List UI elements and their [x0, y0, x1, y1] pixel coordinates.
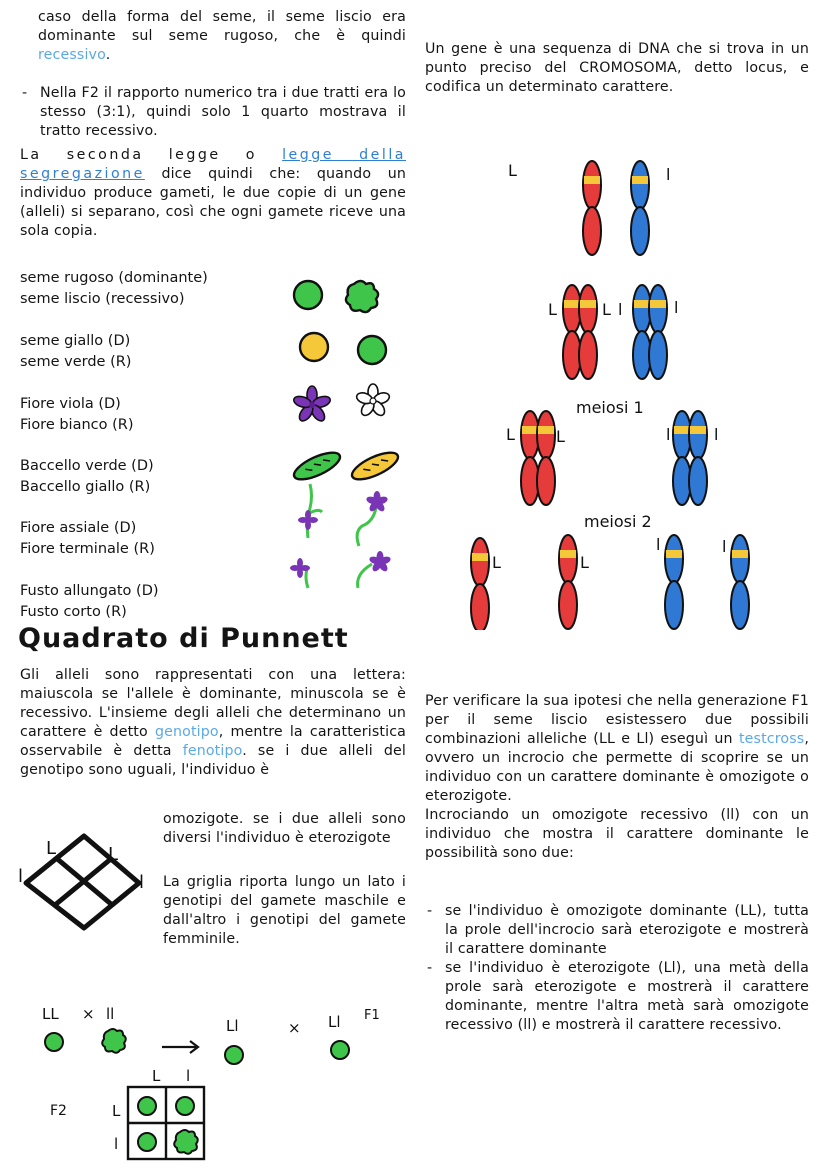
offspring-smooth-pea-icon — [138, 1133, 156, 1151]
green-pod-icon — [291, 447, 344, 484]
f1-a-label: Ll — [226, 1017, 239, 1035]
f1-b-label: Ll — [328, 1013, 341, 1031]
allele-l-label: l — [666, 165, 671, 184]
testcross-options-intro: Incrociando un omozigote recessivo (ll) con un individuo che mostra il carattere dominante le possibilità sono due: — [425, 807, 809, 861]
punnett-title: Quadrato di Punnett — [18, 623, 349, 654]
allele-l-label: l — [656, 535, 661, 554]
smooth-pea-icon — [45, 1033, 63, 1051]
diamond-label-L2: L — [108, 844, 119, 865]
allele-L-label: L — [506, 425, 515, 444]
meiosi-1-label: meiosi 1 — [576, 398, 644, 417]
offspring-smooth-pea-icon — [176, 1097, 194, 1115]
diamond-label-l2: l — [139, 872, 145, 893]
meiosi-2-label: meiosi 2 — [584, 512, 652, 531]
smooth-pea-icon — [225, 1046, 243, 1064]
f2-bullet-list — [20, 84, 406, 141]
genotipo-term: genotipo — [154, 724, 219, 740]
row-L-label: L — [112, 1102, 121, 1120]
punnett-diamond-diagram — [14, 832, 154, 932]
gene-definition: Un gene è una sequenza di DNA che si trova in un punto preciso del CROMOSOMA, detto locus, e codifica un determinato carattere. — [425, 41, 809, 95]
recessivo-term: recessivo — [38, 47, 106, 63]
trait-1-labels: seme rugoso (dominante) seme liscio (recessivo) — [20, 270, 208, 307]
allele-l-label: l — [666, 425, 671, 444]
red-chromosome — [471, 538, 489, 630]
cross-sign-2: × — [288, 1019, 301, 1037]
diamond-label-l1: l — [18, 866, 24, 887]
blue-chromosome-pair — [633, 285, 667, 379]
wrinkled-pea-icon — [346, 281, 378, 312]
smooth-pea-icon — [294, 281, 322, 309]
allele-l-label: l — [674, 298, 679, 317]
allele-L-label: L — [508, 161, 517, 180]
bullet-omozigote: - se l'individuo è omozigote dominante (LL), tutta la prole dell'incrocio sarà eterozigote e mostrerà il carattere dominante — [425, 902, 809, 959]
allele-L-label: L — [556, 427, 565, 446]
trait-4-labels: Baccello verde (D) Baccello giallo (R) — [20, 458, 154, 495]
blue-chromosome — [631, 161, 649, 255]
testcross-paragraph: Per verificare la sua ipotesi che nella generazione F1 per il seme liscio esistessero due possibili combinazioni alleliche (LL e Ll) eseguì un testcross, ovvero un incrocio che permette di scoprire se un individuo con un carattere dominante è omozigote o eterozigote. Incrociando un omozigote recessivo (ll) con un individuo che mostra il carattere dominante le possibilità sono due: — [425, 693, 809, 861]
red-chromosome-pair — [521, 411, 555, 505]
terminal-flower-icon — [357, 491, 388, 546]
white-flower-icon — [355, 384, 390, 418]
trait-2-labels: seme giallo (D) seme verde (R) — [20, 333, 132, 370]
red-chromosome — [583, 161, 601, 255]
testcross-term: testcross — [738, 731, 805, 747]
allele-L-label: L — [580, 553, 589, 572]
diamond-label-L1: L — [46, 838, 57, 859]
blue-chromosome — [731, 535, 749, 629]
col-L-label: L — [152, 1067, 161, 1085]
intro-paragraph: caso della forma del seme, il seme liscio era dominante sul seme rugoso, che è quindi recessivo. — [38, 9, 406, 63]
trait-icons — [280, 270, 410, 600]
allele-L-label: L — [548, 300, 557, 319]
trait-6-labels: Fusto allungato (D) Fusto corto (R) — [20, 583, 159, 620]
allele-l-label: l — [722, 537, 727, 556]
allele-L-label: L — [602, 300, 611, 319]
chromosome-diagram — [430, 150, 810, 630]
bullet-eterozigote: - se l'individuo è eterozigote (Ll), una metà della prole sarà eterozigote e mostrerà il carattere dominante, mentre l'altra metà sarà omozigote recessivo (ll) e mostrerà il carattere recessivo. — [425, 959, 809, 1035]
blue-chromosome — [665, 535, 683, 629]
f2-label: F2 — [50, 1103, 67, 1119]
legge-segregazione-link: legge della segregazione — [20, 147, 406, 182]
green-pea-icon — [358, 336, 386, 364]
offspring-smooth-pea-icon — [138, 1097, 156, 1115]
red-chromosome-pair — [563, 285, 597, 379]
cross-diagram — [20, 995, 400, 1165]
wrinkled-pea-icon — [102, 1029, 126, 1053]
testcross-bullets — [425, 902, 809, 1035]
second-law-paragraph: La seconda legge o legge della segregazione dice quindi che: quando un individuo produce gameti, le due copie di un gene (alleli) si separano, così che ogni gamete riceve una sola copia. — [20, 147, 406, 239]
arrow-icon — [162, 1041, 198, 1053]
purple-flower-icon — [292, 386, 331, 423]
alleli-paragraph: Gli alleli sono rappresentati con una lettera: maiuscola se l'allele è dominante, minuscola se è recessivo. L'insieme degli alleli che determinano un carattere è detto genotipo, mentre la caratteristica osservabile è detta fenotipo. se i due alleli del genotipo sono uguali, l'individuo è — [20, 667, 407, 778]
grid-paragraph: La griglia riporta lungo un lato i genotipi del gamete maschile e dall'altro i genotipi del gamete femminile. — [163, 874, 406, 947]
offspring-wrinkled-pea-icon — [174, 1130, 198, 1154]
fenotipo-term: fenotipo — [182, 743, 243, 759]
parent-LL-label: LL — [42, 1005, 59, 1023]
smooth-pea-icon — [331, 1041, 349, 1059]
short-stem-icon — [358, 551, 392, 588]
f2-bullet: - Nella F2 il rapporto numerico tra i due tratti era lo stesso (3:1), quindi solo 1 quarto mostrava il tratto recessivo. — [20, 84, 406, 141]
parent-ll-label: ll — [106, 1005, 115, 1023]
col-l-label: l — [186, 1067, 191, 1085]
allele-L-label: L — [492, 553, 501, 572]
row-l-label: l — [114, 1135, 119, 1153]
allele-l-label: l — [618, 300, 623, 319]
axial-flower-icon — [298, 484, 322, 538]
allele-l-label: l — [714, 425, 719, 444]
yellow-pod-icon — [349, 447, 402, 484]
yellow-pea-icon — [300, 333, 328, 361]
tall-stem-icon — [290, 558, 310, 588]
f1-label: F1 — [364, 1008, 380, 1023]
red-chromosome — [559, 535, 577, 629]
trait-3-labels: Fiore viola (D) Fiore bianco (R) — [20, 396, 134, 433]
zigote-paragraph: omozigote. se i due alleli sono diversi l'individuo è eterozigote — [163, 811, 406, 846]
cross-sign-1: × — [82, 1005, 95, 1023]
blue-chromosome-pair — [673, 411, 707, 505]
trait-5-labels: Fiore assiale (D) Fiore terminale (R) — [20, 520, 155, 557]
